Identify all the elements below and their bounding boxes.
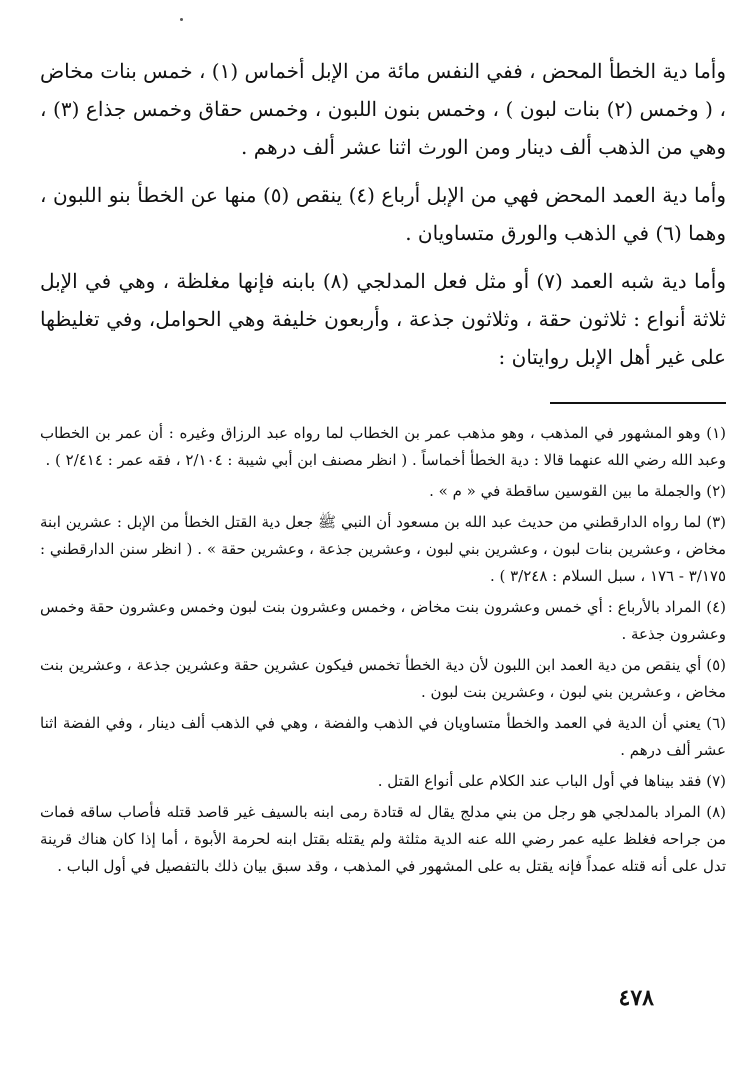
page-number: ٤٧٨	[618, 985, 654, 1011]
footnote-separator	[550, 402, 726, 404]
footnote-4: (٤) المراد بالأرباع : أي خمس وعشرون بنت مخاض ، وخمس وعشرون بنت لبون وخمس وعشرون حقة وخمس وعشرون جذعة .	[40, 598, 726, 643]
paragraph-2: وأما دية العمد المحض فهي من الإبل أرباع (٤) ينقص (٥) منها عن الخطأ بنو اللبون ، وهما (٦) في الذهب والورق متساويان .	[40, 183, 726, 245]
footnote-8: (٨) المراد بالمدلجي هو رجل من بني مدلج يقال له قتادة رمى ابنه بالسيف غير قاصد قتله فأصاب ساقه فمات من جراحه فغلظ عليه عمر رضي الله عنه الدية مثلثة ولم يقتله بقتل ابنه لحرمة الأبوة ، أما إذا كان هناك قرينة تدل على أنه قتله عمداً فإنه يقتل به على المشهور في المذهب ، وقد سبق بيان ذلك بالتفصيل في أول الباب .	[40, 803, 726, 875]
footnotes	[40, 420, 726, 884]
footnote-6: (٦) يعني أن الدية في العمد والخطأ متساويان في الذهب والفضة ، وهي في الذهب ألف دينار ، وفي الفضة اثنا عشر ألف درهم .	[40, 714, 726, 759]
footnote-3: (٣) لما رواه الدارقطني من حديث عبد الله بن مسعود أن النبي ﷺ جعل دية القتل الخطأ من الإبل : عشرين ابنة مخاض ، وعشرين بنات لبون ، وعشرين بني لبون ، وعشرين جذعة ، وعشرين حقة » . ( انظر سنن الدارقطني : ٣/١٧٥ - ١٧٦ ، سبل السلام : ٣/٢٤٨ ) .	[40, 513, 726, 585]
book-page	[40, 0, 726, 1081]
footnote-7: (٧) فقد بيناها في أول الباب عند الكلام على أنواع القتل .	[377, 772, 726, 790]
paragraph-3: وأما دية شبه العمد (٧) أو مثل فعل المدلجي (٨) بابنه فإنها مغلظة ، وهي في الإبل ثلاثة أنواع : ثلاثون حقة ، وثلاثون جذعة ، وأربعون خليفة وهي الحوامل، وفي تغليظها على غير أهل الإبل روايتان :	[40, 269, 726, 369]
footnote-1: (١) وهو المشهور في المذهب ، وهو مذهب عمر بن الخطاب لما رواه عبد الرزاق وغيره : أن عمر بن الخطاب وعبد الله رضي الله عنهما قالا : دية الخطأ أخماساً . ( انظر مصنف ابن أبي شيبة : ٢/١٠٤ ، فقه عمر : ٢/٤١٤ ) .	[40, 424, 726, 469]
footnote-2: (٢) والجملة ما بين القوسين ساقطة في « م » .	[429, 482, 726, 500]
scan-speck	[180, 18, 183, 21]
footnote-5: (٥) أي ينقص من دية العمد ابن اللبون لأن دية الخطأ تخمس فيكون عشرين حقة وعشرين جذعة ، وعشرين بنت مخاض ، وعشرين بني لبون ، وعشرين بنت لبون .	[40, 656, 726, 701]
paragraph-1: وأما دية الخطأ المحض ، ففي النفس مائة من الإبل أخماس (١) ، خمس بنات مخاض ، ( وخمس (٢) بنات لبون ) ، وخمس بنون اللبون ، وخمس حقاق وخمس جذاع (٣) ، وهي من الذهب ألف دينار ومن الورث اثنا عشر ألف درهم .	[40, 59, 726, 159]
main-text	[40, 52, 726, 386]
